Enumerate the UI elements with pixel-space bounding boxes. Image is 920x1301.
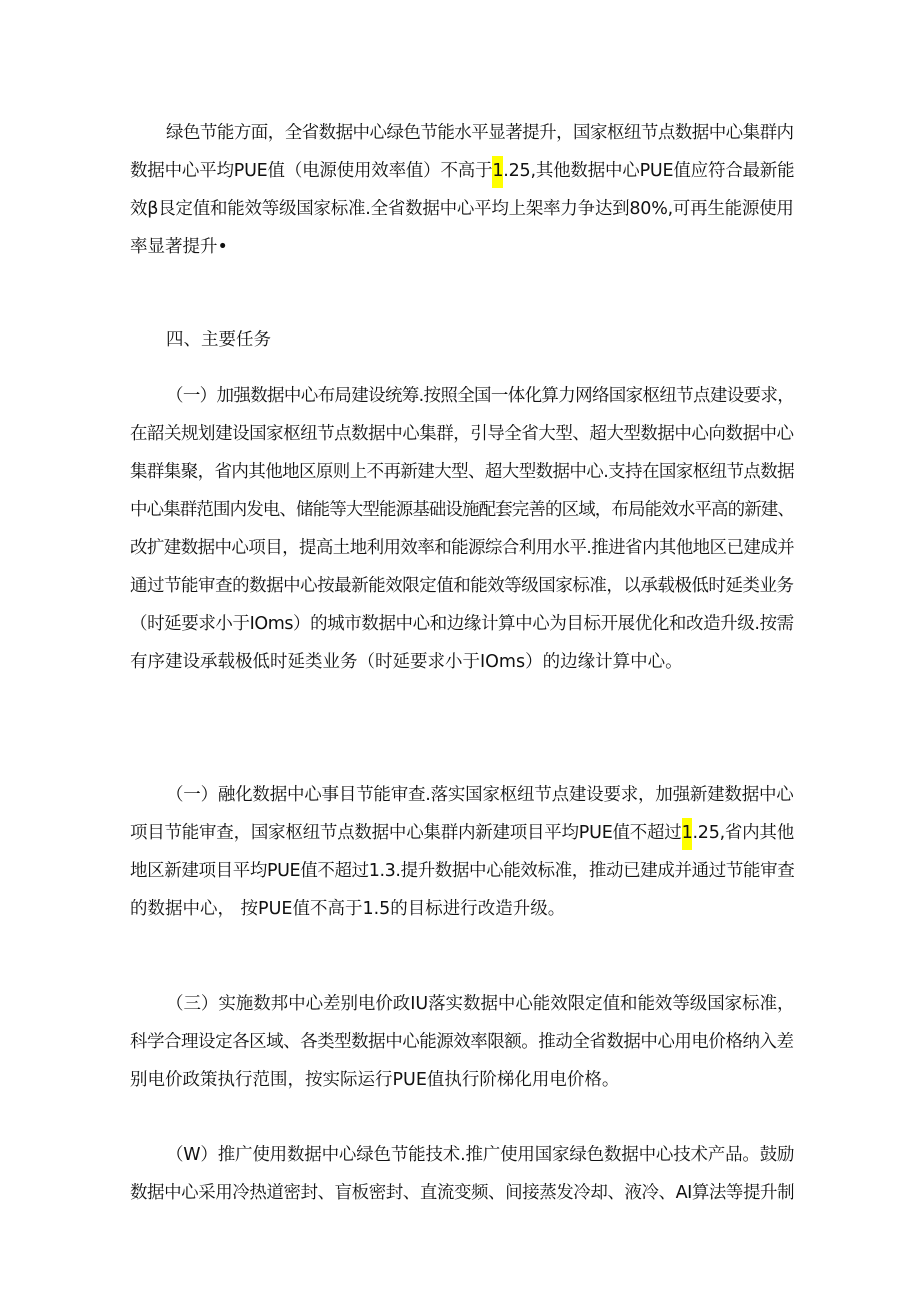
text-line	[130, 890, 794, 928]
text-line	[130, 321, 794, 359]
text-span: 科学合理设定各区域、各类型数据中心能源效率限额。推动全省数据中心用电价格纳入差	[130, 1032, 794, 1052]
text-line	[130, 1061, 794, 1099]
section-heading	[130, 321, 794, 359]
text-line	[130, 605, 794, 643]
text-span: 率显著提升•	[130, 237, 228, 257]
text-line	[130, 1023, 794, 1061]
text-line	[130, 567, 794, 605]
highlighted-text: 1	[492, 156, 503, 188]
paragraph-green-tech	[130, 1136, 794, 1212]
text-span: .25,其他数据中心PUE值应符合最新能	[503, 161, 795, 181]
text-line	[130, 377, 794, 415]
text-span: 数据中心采用冷热道密封、盲板密封、直流变频、间接蒸发冷却、液冷、AI算法等提升制	[130, 1183, 795, 1203]
text-line	[130, 453, 794, 491]
paragraph-energy-review	[130, 776, 794, 928]
heading-text: 四、主要任务	[166, 330, 271, 350]
text-line	[130, 643, 794, 681]
text-line	[130, 1136, 794, 1174]
paragraph-green-energy	[130, 114, 794, 266]
text-span: 的数据中心， 按PUE值不高于1.5的目标进行改造升级。	[130, 899, 566, 919]
text-span: （三）实施数邦中心差别电价政IU落实数据中心能效限定值和能效等级国家标准，	[166, 994, 795, 1014]
text-line	[130, 985, 794, 1023]
text-span: .25,省内其他	[692, 823, 794, 843]
text-span: 有序建设承载极低时延类业务（时延要求小于IOms）的边缘计算中心。	[130, 652, 683, 672]
text-line	[130, 852, 794, 890]
text-line	[130, 114, 794, 152]
text-span: （一）融化数据中心事目节能审查.落实国家枢纽节点建设要求，加强新建数据中心	[166, 785, 794, 805]
text-span: 改扩建数据中心项目，提高土地利用效率和能源综合利用水平.推进省内其他地区已建成并	[130, 538, 795, 558]
text-line	[130, 190, 794, 228]
text-span: 效β艮定值和能效等级国家标准.全省数据中心平均上架率力争达到80%,可再生能源使用	[130, 199, 794, 219]
text-span: 数据中心平均PUE值（电源使用效率值）不高于	[130, 161, 493, 181]
text-span: 在韶关规划建设国家枢纽节点数据中心集群，引导全省大型、超大型数据中心向数据中心	[130, 424, 794, 444]
paragraph-layout	[130, 377, 794, 681]
text-span: 地区新建项目平均PUE值不超过1.3.提升数据中心能效标准，推动已建成并通过节能审查	[130, 861, 795, 881]
text-span: 绿色节能方面，全省数据中心绿色节能水平显著提升，国家枢纽节点数据中心集群内	[166, 123, 794, 143]
text-span: 别电价政策执行范围，按实际运行PUE值执行阶梯化用电价格。	[130, 1070, 620, 1090]
text-span: （时延要求小于IOms）的城市数据中心和边缘计算中心为目标开展优化和改造升级.按需	[130, 614, 794, 634]
highlighted-text: 1	[682, 818, 693, 850]
text-span: （一）加强数据中心布局建设统筹.按照全国一体化算力网络国家枢纽节点建设要求，	[166, 386, 795, 406]
paragraph-electricity-price	[130, 985, 794, 1099]
text-span: 项目节能审查，国家枢纽节点数据中心集群内新建项目平均PUE值不超过	[130, 823, 682, 843]
text-line	[130, 814, 794, 852]
text-span: 集群集聚，省内其他地区原则上不再新建大型、超大型数据中心.支持在国家枢纽节点数据	[130, 462, 795, 482]
text-span: 通过节能审查的数据中心按最新能效限定值和能效等级国家标准，以承载极低时延类业务	[130, 576, 794, 596]
text-line	[130, 529, 794, 567]
text-line	[130, 1174, 794, 1212]
text-span: （W）推广使用数据中心绿色节能技术.推广使用国家绿色数据中心技术产品。鼓励	[166, 1145, 795, 1165]
text-line	[130, 776, 794, 814]
text-line	[130, 228, 794, 266]
text-line	[130, 152, 794, 190]
text-line	[130, 491, 794, 529]
text-span: 中心集群范围内发电、储能等大型能源基础设施配套完善的区域，布局能效水平高的新建、	[130, 500, 794, 520]
text-line	[130, 415, 794, 453]
